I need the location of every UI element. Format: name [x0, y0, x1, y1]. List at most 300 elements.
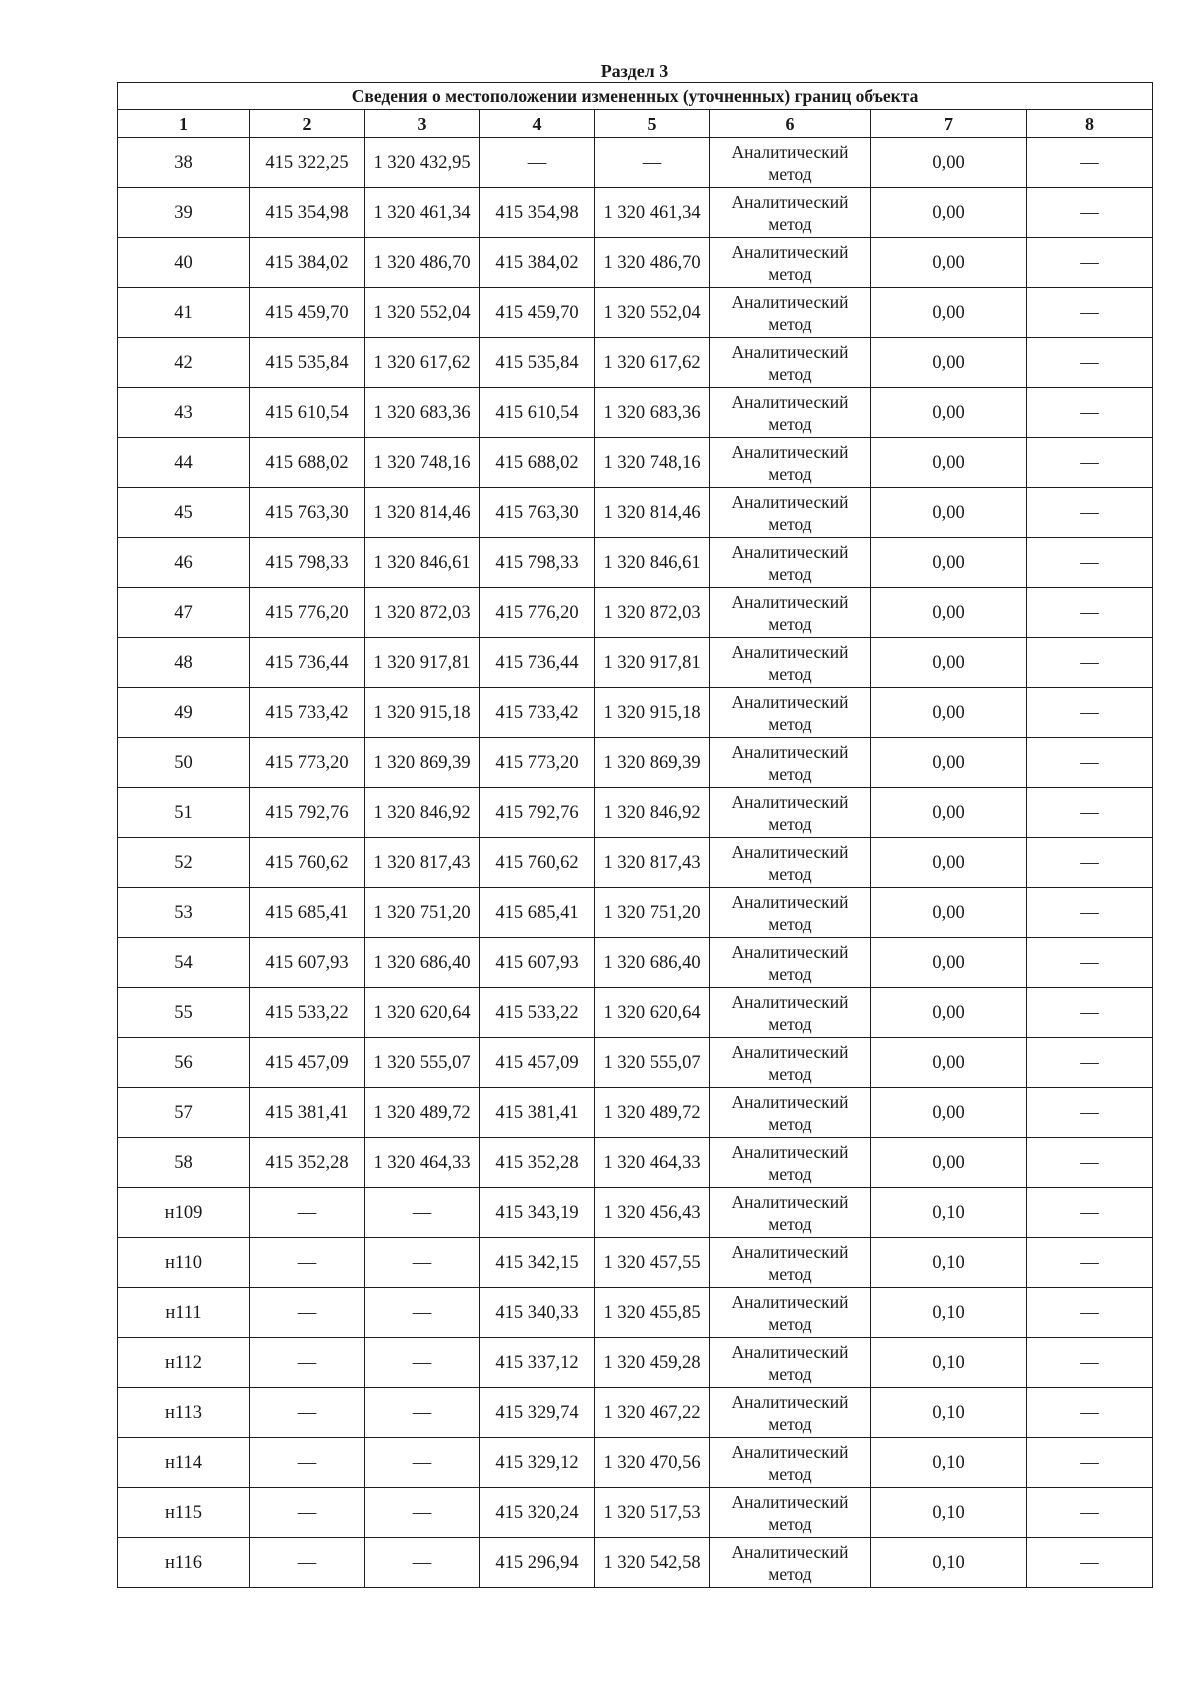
x-new-cell: 415 535,84	[480, 338, 595, 388]
method-line: Аналитический	[731, 791, 849, 812]
x-new-cell: 415 760,62	[480, 838, 595, 888]
note-cell: —	[1027, 1188, 1153, 1238]
column-number: 7	[871, 110, 1027, 138]
point-number-cell: 54	[118, 938, 250, 988]
column-number: 4	[480, 110, 595, 138]
x-new-cell: 415 320,24	[480, 1488, 595, 1538]
point-number-cell: 46	[118, 538, 250, 588]
column-number: 2	[250, 110, 365, 138]
table-row	[118, 638, 1153, 688]
accuracy-cell: 0,00	[871, 138, 1027, 188]
table-row	[118, 1338, 1153, 1388]
column-number: 6	[710, 110, 871, 138]
method-line: Аналитический	[731, 1541, 849, 1562]
method-cell	[710, 688, 871, 738]
x-new-cell: 415 381,41	[480, 1088, 595, 1138]
method-line: метод	[768, 263, 812, 284]
x-old-cell: —	[250, 1288, 365, 1338]
point-number-cell: 51	[118, 788, 250, 838]
accuracy-cell: 0,10	[871, 1338, 1027, 1388]
y-old-cell: 1 320 814,46	[365, 488, 480, 538]
method-line: метод	[768, 863, 812, 884]
x-old-cell: 415 688,02	[250, 438, 365, 488]
y-new-cell: 1 320 467,22	[595, 1388, 710, 1438]
method-line: метод	[768, 213, 812, 234]
method-line: метод	[768, 1213, 812, 1234]
table-row	[118, 288, 1153, 338]
point-number-cell: 48	[118, 638, 250, 688]
note-cell: —	[1027, 288, 1153, 338]
accuracy-cell: 0,00	[871, 388, 1027, 438]
x-new-cell: 415 342,15	[480, 1238, 595, 1288]
method-line: метод	[768, 1513, 812, 1534]
table-row	[118, 1488, 1153, 1538]
method-line: Аналитический	[731, 1241, 849, 1262]
x-old-cell: —	[250, 1388, 365, 1438]
method-line: метод	[768, 563, 812, 584]
y-old-cell: 1 320 555,07	[365, 1038, 480, 1088]
method-line: Аналитический	[731, 391, 849, 412]
method-cell	[710, 588, 871, 638]
x-old-cell: 415 773,20	[250, 738, 365, 788]
x-old-cell: 415 352,28	[250, 1138, 365, 1188]
method-line: Аналитический	[731, 1041, 849, 1062]
y-new-cell: 1 320 542,58	[595, 1538, 710, 1588]
table-row	[118, 738, 1153, 788]
method-cell	[710, 1188, 871, 1238]
y-new-cell: 1 320 470,56	[595, 1438, 710, 1488]
method-line: метод	[768, 1463, 812, 1484]
y-old-cell: —	[365, 1388, 480, 1438]
table-row	[118, 238, 1153, 288]
x-new-cell: 415 457,09	[480, 1038, 595, 1088]
y-new-cell: 1 320 555,07	[595, 1038, 710, 1088]
y-new-cell: 1 320 486,70	[595, 238, 710, 288]
method-line: Аналитический	[731, 191, 849, 212]
table-row	[118, 1438, 1153, 1488]
y-old-cell: —	[365, 1488, 480, 1538]
method-line: Аналитический	[731, 1191, 849, 1212]
x-new-cell: 415 688,02	[480, 438, 595, 488]
method-line: метод	[768, 463, 812, 484]
accuracy-cell: 0,10	[871, 1388, 1027, 1438]
y-old-cell: —	[365, 1538, 480, 1588]
accuracy-cell: 0,00	[871, 288, 1027, 338]
note-cell: —	[1027, 1438, 1153, 1488]
table-row	[118, 788, 1153, 838]
note-cell: —	[1027, 238, 1153, 288]
y-new-cell: 1 320 748,16	[595, 438, 710, 488]
accuracy-cell: 0,00	[871, 988, 1027, 1038]
table-body	[118, 138, 1153, 1588]
y-new-cell: 1 320 846,61	[595, 538, 710, 588]
y-new-cell: 1 320 455,85	[595, 1288, 710, 1338]
y-old-cell: 1 320 915,18	[365, 688, 480, 738]
table-row	[118, 688, 1153, 738]
y-new-cell: 1 320 917,81	[595, 638, 710, 688]
x-new-cell: 415 736,44	[480, 638, 595, 688]
accuracy-cell: 0,00	[871, 438, 1027, 488]
method-line: Аналитический	[731, 1441, 849, 1462]
method-line: метод	[768, 663, 812, 684]
table-row	[118, 338, 1153, 388]
method-cell	[710, 1288, 871, 1338]
note-cell: —	[1027, 1488, 1153, 1538]
method-line: метод	[768, 1263, 812, 1284]
note-cell: —	[1027, 1238, 1153, 1288]
method-line: Аналитический	[731, 941, 849, 962]
x-new-cell: 415 763,30	[480, 488, 595, 538]
x-old-cell: 415 322,25	[250, 138, 365, 188]
table-row	[118, 888, 1153, 938]
y-old-cell: —	[365, 1438, 480, 1488]
point-number-cell: 39	[118, 188, 250, 238]
note-cell: —	[1027, 1388, 1153, 1438]
point-number-cell: 58	[118, 1138, 250, 1188]
y-old-cell: 1 320 552,04	[365, 288, 480, 338]
table-row	[118, 1288, 1153, 1338]
accuracy-cell: 0,10	[871, 1238, 1027, 1288]
x-old-cell: 415 381,41	[250, 1088, 365, 1138]
x-new-cell: 415 340,33	[480, 1288, 595, 1338]
point-number-cell: 47	[118, 588, 250, 638]
method-cell	[710, 1538, 871, 1588]
accuracy-cell: 0,00	[871, 688, 1027, 738]
method-cell	[710, 488, 871, 538]
accuracy-cell: 0,00	[871, 338, 1027, 388]
method-line: Аналитический	[731, 741, 849, 762]
y-old-cell: 1 320 748,16	[365, 438, 480, 488]
accuracy-cell: 0,00	[871, 738, 1027, 788]
table-row	[118, 1038, 1153, 1088]
method-cell	[710, 1138, 871, 1188]
method-line: Аналитический	[731, 241, 849, 262]
x-new-cell: 415 685,41	[480, 888, 595, 938]
y-new-cell: 1 320 461,34	[595, 188, 710, 238]
method-cell	[710, 388, 871, 438]
y-old-cell: —	[365, 1338, 480, 1388]
accuracy-cell: 0,00	[871, 888, 1027, 938]
y-new-cell: 1 320 552,04	[595, 288, 710, 338]
method-line: метод	[768, 1313, 812, 1334]
x-new-cell: 415 352,28	[480, 1138, 595, 1188]
x-old-cell: 415 610,54	[250, 388, 365, 438]
method-line: Аналитический	[731, 541, 849, 562]
method-cell	[710, 1438, 871, 1488]
point-number-cell: н114	[118, 1438, 250, 1488]
note-cell: —	[1027, 188, 1153, 238]
y-old-cell: 1 320 846,61	[365, 538, 480, 588]
column-number: 8	[1027, 110, 1153, 138]
method-cell	[710, 788, 871, 838]
table-row	[118, 1138, 1153, 1188]
method-line: Аналитический	[731, 141, 849, 162]
accuracy-cell: 0,00	[871, 638, 1027, 688]
y-new-cell: 1 320 814,46	[595, 488, 710, 538]
table-row	[118, 588, 1153, 638]
y-old-cell: 1 320 846,92	[365, 788, 480, 838]
method-cell	[710, 438, 871, 488]
point-number-cell: 45	[118, 488, 250, 538]
y-new-cell: 1 320 459,28	[595, 1338, 710, 1388]
note-cell: —	[1027, 738, 1153, 788]
method-line: метод	[768, 1113, 812, 1134]
note-cell: —	[1027, 488, 1153, 538]
method-cell	[710, 238, 871, 288]
y-new-cell: 1 320 489,72	[595, 1088, 710, 1138]
point-number-cell: н115	[118, 1488, 250, 1538]
y-old-cell: 1 320 817,43	[365, 838, 480, 888]
point-number-cell: 43	[118, 388, 250, 438]
method-cell	[710, 1338, 871, 1388]
note-cell: —	[1027, 1338, 1153, 1388]
column-number: 1	[118, 110, 250, 138]
note-cell: —	[1027, 688, 1153, 738]
y-new-cell: 1 320 817,43	[595, 838, 710, 888]
x-old-cell: 415 736,44	[250, 638, 365, 688]
method-line: метод	[768, 1063, 812, 1084]
method-cell	[710, 288, 871, 338]
method-line: Аналитический	[731, 441, 849, 462]
x-old-cell: 415 763,30	[250, 488, 365, 538]
accuracy-cell: 0,00	[871, 538, 1027, 588]
method-cell	[710, 888, 871, 938]
x-new-cell: 415 773,20	[480, 738, 595, 788]
accuracy-cell: 0,00	[871, 188, 1027, 238]
table-row	[118, 1238, 1153, 1288]
method-cell	[710, 1488, 871, 1538]
x-old-cell: 415 535,84	[250, 338, 365, 388]
y-old-cell: —	[365, 1188, 480, 1238]
method-line: Аналитический	[731, 1341, 849, 1362]
x-new-cell: 415 459,70	[480, 288, 595, 338]
x-new-cell: 415 792,76	[480, 788, 595, 838]
method-cell	[710, 738, 871, 788]
y-new-cell: 1 320 872,03	[595, 588, 710, 638]
accuracy-cell: 0,10	[871, 1488, 1027, 1538]
x-old-cell: —	[250, 1238, 365, 1288]
point-number-cell: 53	[118, 888, 250, 938]
x-old-cell: 415 607,93	[250, 938, 365, 988]
column-number: 3	[365, 110, 480, 138]
y-new-cell: —	[595, 138, 710, 188]
method-line: метод	[768, 163, 812, 184]
note-cell: —	[1027, 538, 1153, 588]
method-line: Аналитический	[731, 491, 849, 512]
method-line: Аналитический	[731, 1291, 849, 1312]
y-old-cell: 1 320 620,64	[365, 988, 480, 1038]
note-cell: —	[1027, 1138, 1153, 1188]
note-cell: —	[1027, 1288, 1153, 1338]
point-number-cell: н111	[118, 1288, 250, 1338]
method-line: метод	[768, 363, 812, 384]
x-new-cell: 415 337,12	[480, 1338, 595, 1388]
method-line: Аналитический	[731, 1141, 849, 1162]
note-cell: —	[1027, 388, 1153, 438]
method-line: метод	[768, 813, 812, 834]
y-old-cell: —	[365, 1238, 480, 1288]
table-row	[118, 538, 1153, 588]
y-old-cell: 1 320 489,72	[365, 1088, 480, 1138]
x-old-cell: —	[250, 1338, 365, 1388]
column-number: 5	[595, 110, 710, 138]
method-line: Аналитический	[731, 891, 849, 912]
method-line: Аналитический	[731, 1491, 849, 1512]
point-number-cell: 44	[118, 438, 250, 488]
note-cell: —	[1027, 588, 1153, 638]
x-old-cell: 415 792,76	[250, 788, 365, 838]
method-line: метод	[768, 413, 812, 434]
accuracy-cell: 0,00	[871, 1138, 1027, 1188]
method-cell	[710, 838, 871, 888]
y-new-cell: 1 320 517,53	[595, 1488, 710, 1538]
y-old-cell: 1 320 432,95	[365, 138, 480, 188]
method-line: метод	[768, 613, 812, 634]
table-caption: Сведения о местоположении измененных (уточненных) границ объекта	[118, 83, 1153, 110]
accuracy-cell: 0,00	[871, 488, 1027, 538]
point-number-cell: 50	[118, 738, 250, 788]
note-cell: —	[1027, 1088, 1153, 1138]
y-old-cell: 1 320 617,62	[365, 338, 480, 388]
x-new-cell: 415 798,33	[480, 538, 595, 588]
accuracy-cell: 0,10	[871, 1438, 1027, 1488]
y-old-cell: 1 320 464,33	[365, 1138, 480, 1188]
x-old-cell: 415 776,20	[250, 588, 365, 638]
note-cell: —	[1027, 988, 1153, 1038]
point-number-cell: н112	[118, 1338, 250, 1388]
x-new-cell: 415 610,54	[480, 388, 595, 438]
y-new-cell: 1 320 683,36	[595, 388, 710, 438]
table-row	[118, 488, 1153, 538]
method-line: Аналитический	[731, 341, 849, 362]
x-old-cell: 415 685,41	[250, 888, 365, 938]
table-row	[118, 1188, 1153, 1238]
section-title: Раздел 3	[600, 61, 669, 81]
x-old-cell: 415 733,42	[250, 688, 365, 738]
table-row	[118, 138, 1153, 188]
note-cell: —	[1027, 838, 1153, 888]
method-line: метод	[768, 513, 812, 534]
x-old-cell: 415 459,70	[250, 288, 365, 338]
method-line: метод	[768, 313, 812, 334]
point-number-cell: 56	[118, 1038, 250, 1088]
x-new-cell: 415 533,22	[480, 988, 595, 1038]
method-cell	[710, 188, 871, 238]
x-new-cell: 415 733,42	[480, 688, 595, 738]
y-new-cell: 1 320 686,40	[595, 938, 710, 988]
note-cell: —	[1027, 138, 1153, 188]
point-number-cell: 49	[118, 688, 250, 738]
method-cell	[710, 338, 871, 388]
point-number-cell: 52	[118, 838, 250, 888]
method-line: метод	[768, 1163, 812, 1184]
x-old-cell: —	[250, 1538, 365, 1588]
x-old-cell: —	[250, 1488, 365, 1538]
point-number-cell: 42	[118, 338, 250, 388]
x-old-cell: 415 533,22	[250, 988, 365, 1038]
method-line: Аналитический	[731, 841, 849, 862]
y-new-cell: 1 320 751,20	[595, 888, 710, 938]
x-old-cell: 415 384,02	[250, 238, 365, 288]
method-line: метод	[768, 713, 812, 734]
boundary-coordinates-table	[117, 82, 1153, 1588]
method-cell	[710, 638, 871, 688]
table-row	[118, 1388, 1153, 1438]
table-row	[118, 438, 1153, 488]
accuracy-cell: 0,00	[871, 938, 1027, 988]
method-line: метод	[768, 763, 812, 784]
y-new-cell: 1 320 915,18	[595, 688, 710, 738]
method-cell	[710, 1038, 871, 1088]
x-old-cell: 415 760,62	[250, 838, 365, 888]
method-line: метод	[768, 1363, 812, 1384]
x-old-cell: 415 457,09	[250, 1038, 365, 1088]
method-cell	[710, 538, 871, 588]
method-line: Аналитический	[731, 641, 849, 662]
method-line: метод	[768, 963, 812, 984]
note-cell: —	[1027, 438, 1153, 488]
y-new-cell: 1 320 846,92	[595, 788, 710, 838]
y-old-cell: 1 320 683,36	[365, 388, 480, 438]
accuracy-cell: 0,10	[871, 1538, 1027, 1588]
y-old-cell: —	[365, 1288, 480, 1338]
accuracy-cell: 0,00	[871, 1038, 1027, 1088]
point-number-cell: 41	[118, 288, 250, 338]
x-new-cell: 415 607,93	[480, 938, 595, 988]
y-old-cell: 1 320 686,40	[365, 938, 480, 988]
table-row	[118, 838, 1153, 888]
accuracy-cell: 0,10	[871, 1288, 1027, 1338]
table-row	[118, 1088, 1153, 1138]
point-number-cell: н113	[118, 1388, 250, 1438]
method-line: Аналитический	[731, 1391, 849, 1412]
y-old-cell: 1 320 751,20	[365, 888, 480, 938]
accuracy-cell: 0,00	[871, 238, 1027, 288]
note-cell: —	[1027, 638, 1153, 688]
x-new-cell: 415 776,20	[480, 588, 595, 638]
x-old-cell: —	[250, 1438, 365, 1488]
x-old-cell: 415 798,33	[250, 538, 365, 588]
note-cell: —	[1027, 888, 1153, 938]
x-new-cell: —	[480, 138, 595, 188]
method-line: метод	[768, 913, 812, 934]
method-cell	[710, 1388, 871, 1438]
method-cell	[710, 138, 871, 188]
point-number-cell: 40	[118, 238, 250, 288]
point-number-cell: 38	[118, 138, 250, 188]
method-line: Аналитический	[731, 591, 849, 612]
x-new-cell: 415 354,98	[480, 188, 595, 238]
method-line: Аналитический	[731, 291, 849, 312]
x-new-cell: 415 329,12	[480, 1438, 595, 1488]
y-new-cell: 1 320 456,43	[595, 1188, 710, 1238]
method-line: Аналитический	[731, 1091, 849, 1112]
x-new-cell: 415 384,02	[480, 238, 595, 288]
y-old-cell: 1 320 872,03	[365, 588, 480, 638]
x-new-cell: 415 296,94	[480, 1538, 595, 1588]
y-old-cell: 1 320 869,39	[365, 738, 480, 788]
y-new-cell: 1 320 457,55	[595, 1238, 710, 1288]
point-number-cell: н109	[118, 1188, 250, 1238]
point-number-cell: н116	[118, 1538, 250, 1588]
accuracy-cell: 0,00	[871, 588, 1027, 638]
accuracy-cell: 0,00	[871, 838, 1027, 888]
method-line: метод	[768, 1413, 812, 1434]
y-old-cell: 1 320 461,34	[365, 188, 480, 238]
y-new-cell: 1 320 464,33	[595, 1138, 710, 1188]
accuracy-cell: 0,10	[871, 1188, 1027, 1238]
x-old-cell: 415 354,98	[250, 188, 365, 238]
